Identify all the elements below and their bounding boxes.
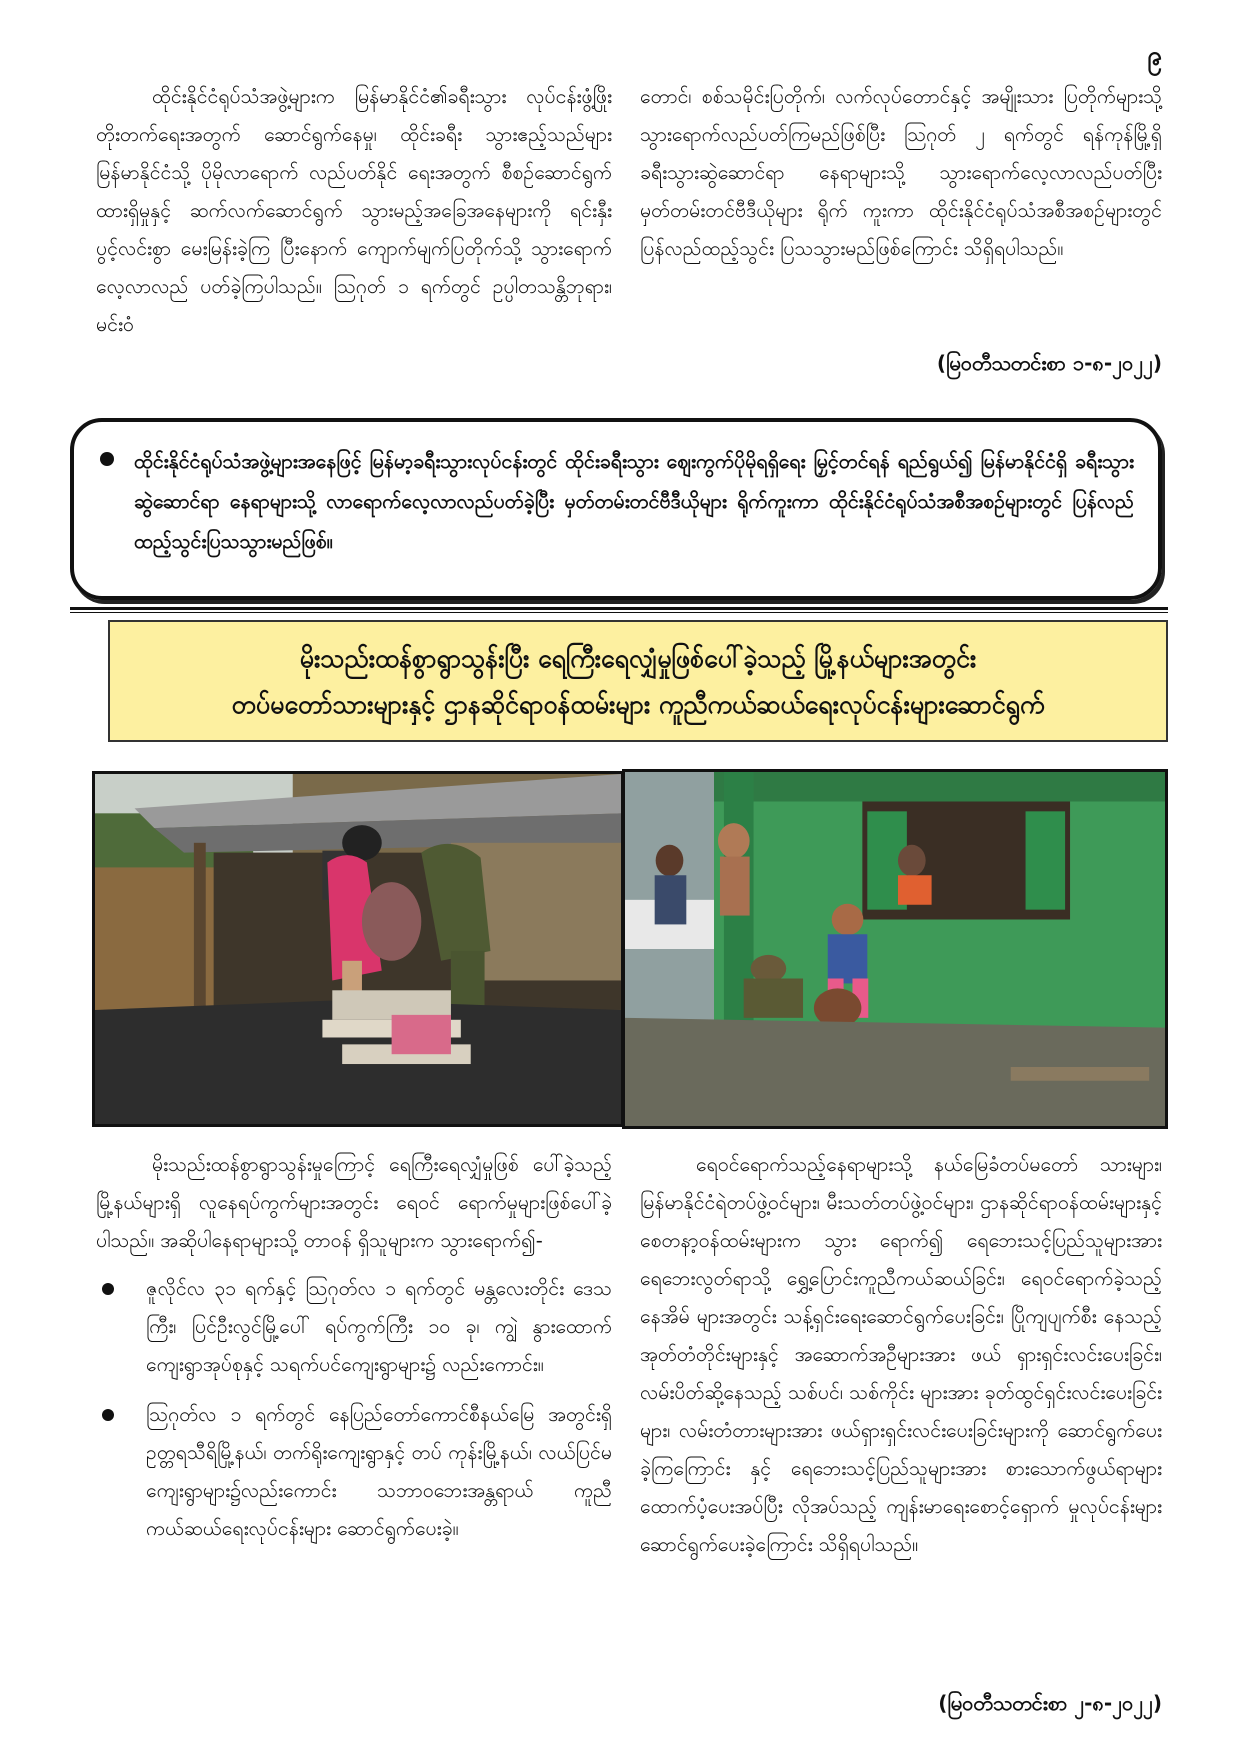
bottom-article-right-column [640, 1146, 1162, 1564]
flood-rescue-photo-right [622, 769, 1168, 1129]
top-article-left-paragraph: ထိုင်းနိုင်ငံရုပ်သံအဖွဲ့များက မြန်မာနိုင်ငံ၏ခရီးသွား လုပ်ငန်းဖွံ့ဖြိုးတိုးတက်ရေးအတွက် ဆောင်ရွက်နေမှု၊ ထိုင်းခရီး သွားဧည့်သည်များ မြန်မာနိုင်ငံသို့ ပိုမိုလာရောက် လည်ပတ်နိုင် ရေးအတွက် စီစဉ်ဆောင်ရွက်ထားရှိမှုနှင့် ဆက်လက်ဆောင်ရွက် သွားမည့်အခြေအနေများကို ရင်းနှီးပွင့်လင်းစွာ မေးမြန်းခဲ့ကြ ပြီးနောက် ကျောက်မျက်ပြတိုက်သို့ သွားရောက်လေ့လာလည် ပတ်ခဲ့ကြပါသည်။ ဩဂုတ် ၁ ရက်တွင် ဥပ္ပါတသန္တိဘုရား၊ မင်းဝံ [96, 85, 612, 336]
bottom-article-right-paragraph: ရေဝင်ရောက်သည့်နေရာများသို့ နယ်မြေခံတပ်မတော် သားများ၊ မြန်မာနိုင်ငံရဲတပ်ဖွဲ့ဝင်များ၊ မီးသတ်တပ်ဖွဲ့ဝင်များ၊ ဌာနဆိုင်ရာဝန်ထမ်းများနှင့် စေတနာ့ဝန်ထမ်းများက သွား ရောက်၍ ရေဘေးသင့်ပြည်သူများအား ရေဘေးလွတ်ရာသို့ ရွှေ့ပြောင်းကူညီကယ်ဆယ်ခြင်း၊ ရေဝင်ရောက်ခဲ့သည့် နေအိမ် များအတွင်း သန့်ရှင်းရေးဆောင်ရွက်ပေးခြင်း၊ ပြိုကျပျက်စီး နေသည့် အုတ်တံတိုင်းများနှင့် အဆောက်အဦများအား ဖယ် ရှားရှင်းလင်းပေးခြင်း၊ လမ်းပိတ်ဆို့နေသည့် သစ်ပင်၊ သစ်ကိုင်း များအား ခုတ်ထွင်ရှင်းလင်းပေးခြင်းများ၊ လမ်းတံတားများအား ဖယ်ရှားရှင်းလင်းပေးခြင်းများကို ဆောင်ရွက်ပေးခဲ့ကြကြောင်း နှင့် ရေဘေးသင့်ပြည်သူများအား စားသောက်ဖွယ်ရာများ ထောက်ပံ့ပေးအပ်ပြီး လိုအပ်သည့် ကျန်းမာရေးစောင့်ရှောက် မှုလုပ်ငန်းများ ဆောင်ရွက်ပေးခဲ့ကြောင်း သိရှိရပါသည်။ [640, 1153, 1162, 1556]
bottom-article-intro: မိုးသည်းထန်စွာရွာသွန်းမှုကြောင့် ရေကြီးရေလျှံမှုဖြစ် ပေါ်ခဲ့သည့် မြို့နယ်များရှိ လူနေရပ်ကွက်များအတွင်း ရေဝင် ရောက်မှုများဖြစ်ပေါ်ခဲ့ပါသည်။ အဆိုပါနေရာများသို့ တာဝန် ရှိသူများက သွားရောက်၍- [96, 1153, 612, 1252]
bottom-article-left-column [96, 1146, 612, 1560]
bullet-dot [100, 452, 114, 466]
headline-line-2: တပ်မတော်သားများနှင့် ဌာနဆိုင်ရာဝန်ထမ်းများ ကူညီကယ်ဆယ်ရေးလုပ်ငန်းများဆောင်ရွက် [231, 690, 1045, 719]
flood-rescue-photo-left [92, 771, 624, 1127]
page-number: ၉ [1147, 41, 1162, 71]
bullet-item: ဩဂုတ်လ ၁ ရက်တွင် နေပြည်တော်ကောင်စီနယ်မြေ အတွင်းရှိ ဥတ္တရသီရိမြို့နယ်၊ တက်ရိုးကျေးရွာနှင့် တပ် ကုန်းမြို့နယ်၊ လယ်ပြင်မကျေးရွာများ၌လည်းကောင်း သဘာဝဘေးအန္တရာယ် ကူညီကယ်ဆယ်ရေးလုပ်ငန်းများ ဆောင်ရွက်ပေးခဲ့။ [96, 1396, 612, 1548]
top-article-source: (မြဝတီသတင်းစာ ၁-၈-၂၀၂၂) [936, 351, 1162, 375]
bottom-article-source: (မြဝတီသတင်းစာ ၂-၈-၂၀၂၂) [938, 1691, 1162, 1715]
bullet-item: ဇူလိုင်လ ၃၁ ရက်နှင့် ဩဂုတ်လ ၁ ရက်တွင် မန္တလေးတိုင်း ဒေသကြီး၊ ပြင်ဦးလွင်မြို့ပေါ် ရပ်ကွက်ကြီး ၁၀ ခု၊ ကျွဲ နွားထောက်ကျေးရွာအုပ်စုနှင့် သရက်ပင်ကျေးရွာများ၌ လည်းကောင်း။ [96, 1270, 612, 1384]
flood-rescue-illustration-right [625, 772, 1165, 1126]
headline-box [108, 620, 1168, 742]
top-article-left-column [96, 78, 612, 344]
divider-rule [70, 607, 1168, 610]
summary-text: ထိုင်းနိုင်ငံရုပ်သံအဖွဲ့များအနေဖြင့် မြန်မာ့ခရီးသွားလုပ်ငန်းတွင် ထိုင်းခရီးသွား ဈေးကွက်ပိုမိုရရှိရေး မြှင့်တင်ရန် ရည်ရွယ်၍ မြန်မာနိုင်ငံရှိ ခရီးသွားဆွဲဆောင်ရာ နေရာများသို့ လာရောက်လေ့လာလည်ပတ်ခဲ့ပြီး မှတ်တမ်းတင်ဗီဒီယိုများ ရိုက်ကူးကာ ထိုင်းနိုင်ငံရုပ်သံအစီအစဉ်များတွင် ပြန်လည်ထည့်သွင်းပြသသွားမည်ဖြစ်။ [134, 450, 1134, 553]
divider-rule-thin [70, 612, 1168, 613]
flood-rescue-illustration-left [95, 774, 621, 1124]
bottom-article-bullet-list [96, 1270, 612, 1548]
summary-box [70, 418, 1162, 600]
top-article-right-column [640, 78, 1162, 268]
top-article-right-paragraph: တောင်၊ စစ်သမိုင်းပြတိုက်၊ လက်လုပ်တောင်နှင့် အမျိုးသား ပြတိုက်များသို့ သွားရောက်လည်ပတ်ကြမည်ဖြစ်ပြီး ဩဂုတ် ၂ ရက်တွင် ရန်ကုန်မြို့ရှိ ခရီးသွားဆွဲဆောင်ရာ နေရာများသို့ သွားရောက်လေ့လာလည်ပတ်ပြီး မှတ်တမ်းတင်ဗီဒီယိုများ ရိုက် ကူးကာ ထိုင်းနိုင်ငံရုပ်သံအစီအစဉ်များတွင် ပြန်လည်ထည့်သွင်း ပြသသွားမည်ဖြစ်ကြောင်း သိရှိရပါသည်။ [640, 85, 1162, 260]
headline-line-1: မိုးသည်းထန်စွာရွာသွန်းပြီး ရေကြီးရေလျှံမှုဖြစ်ပေါ်ခဲ့သည့် မြို့နယ်များအတွင်း [299, 644, 977, 673]
